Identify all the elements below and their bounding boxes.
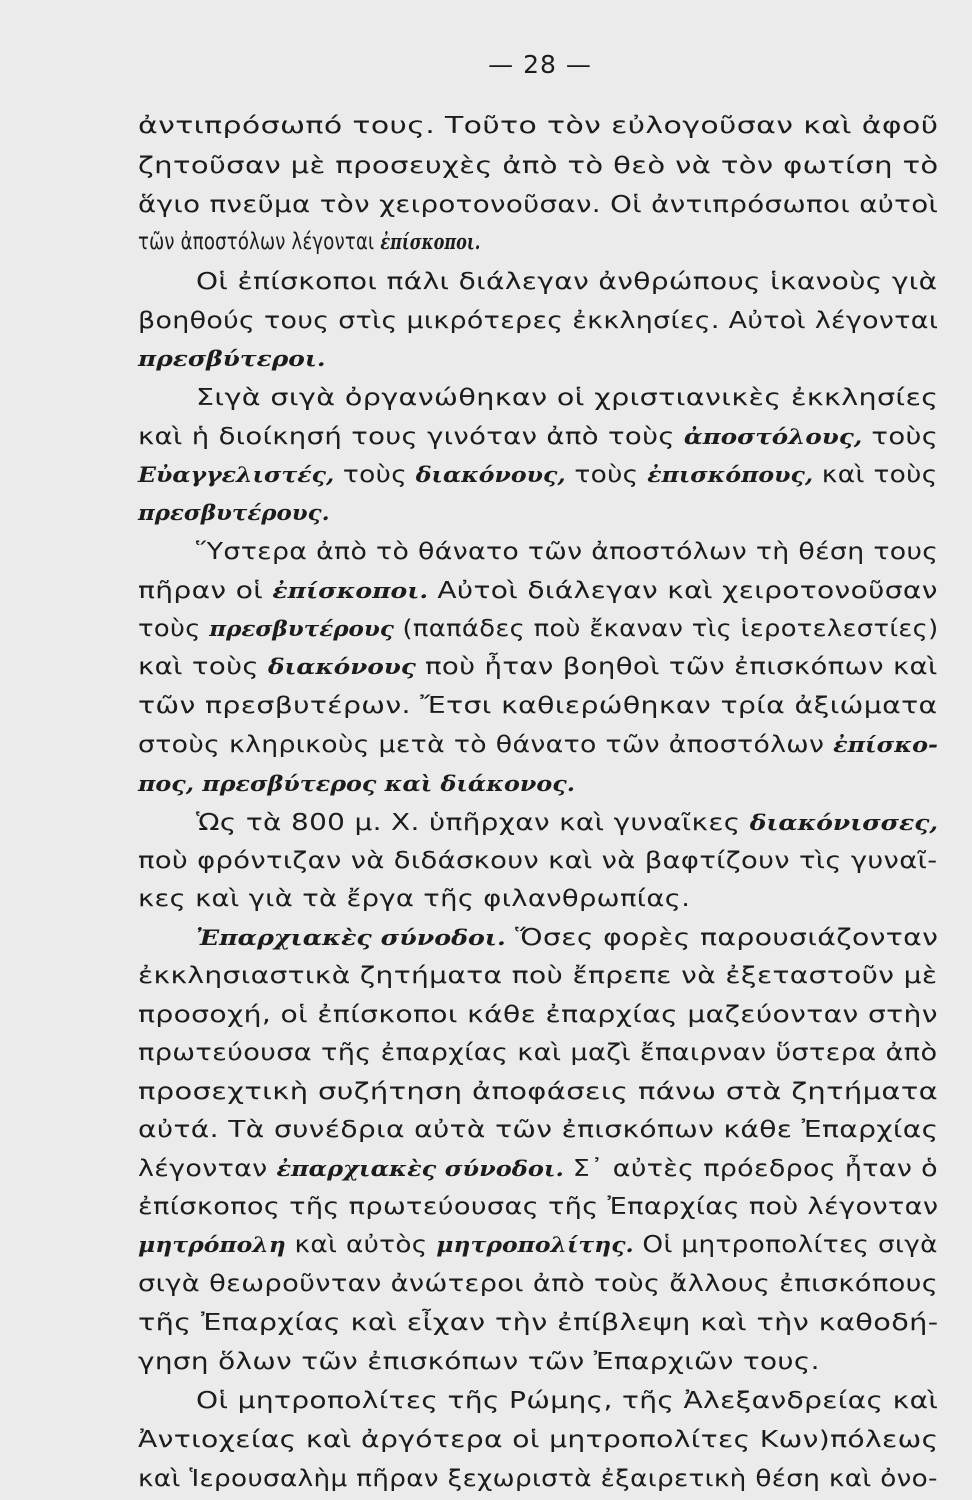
text-line [138, 878, 690, 918]
text-line [138, 570, 938, 610]
text-run: τοὺς [862, 422, 939, 450]
text-run: καὶ αὐτὸς [285, 1230, 437, 1259]
text-run: γηση ὅλων τῶν ἐπισκόπων τῶν Ἐπαρχιῶν τους. [138, 1346, 820, 1375]
text-run: Οἱ μητροπολίτες τῆς Ρώμης, τῆς Ἀλεξανδρείας καὶ [196, 1385, 939, 1414]
emphasis-term: Ἐπαρχιακὲς σύνοδοι. [196, 924, 506, 950]
text-line [138, 221, 480, 261]
text-line [138, 416, 938, 456]
text-run: κες καὶ γιὰ τὰ ἔργα τῆς φιλανθρωπίας. [138, 883, 691, 912]
text-line [138, 955, 937, 995]
emphasis-term: Εὐαγγελιστές, [138, 462, 335, 488]
text-line [138, 646, 938, 686]
text-line [138, 1458, 938, 1498]
emphasis-term: ἀποστόλους, [683, 424, 863, 449]
text-line [138, 1148, 938, 1188]
text-run: τῶν ἀποστόλων λέγονται [138, 227, 381, 256]
emphasis-term: διακόνους, [415, 462, 566, 488]
text-run: καὶ ἡ διοίκησή τους γινόταν ἀπὸ τοὺς [138, 422, 684, 450]
text-line [196, 377, 938, 417]
emphasis-term: ἐπίσκοποι. [380, 229, 481, 255]
text-line [138, 184, 938, 224]
text-run: Οἱ ἐπίσκοποι πάλι διάλεγαν ἀνθρώπους ἱκανοὺς γιὰ [196, 266, 938, 295]
text-line [138, 300, 938, 340]
text-line [138, 608, 939, 648]
text-line [138, 685, 938, 725]
text-run: τοὺς [565, 460, 648, 489]
text-line [138, 338, 326, 378]
emphasis-term: διακόνισσες, [749, 810, 939, 836]
emphasis-term: ἐπισκόπους, [647, 462, 814, 488]
text-run: ποὺ φρόντιζαν νὰ διδάσκουν καὶ νὰ βαφτίζουν τὶς γυναῖ- [138, 845, 938, 874]
emphasis-term: ἐπίσκοποι. [272, 577, 429, 603]
text-line [138, 1302, 938, 1342]
text-run: ἐκκλησιαστικὰ ζητήματα ποὺ ἔπρεπε νὰ ἐξεταστοῦν μὲ [138, 961, 938, 990]
text-line [138, 763, 575, 803]
text-run: σιγὰ θεωροῦνταν ἀνώτεροι ἀπὸ τοὺς ἄλλους ἐπισκόπους [138, 1269, 939, 1298]
text-run: αὐτά. Τὰ συνέδρια αὐτὰ τῶν ἐπισκόπων κάθε Ἐπαρχίας [138, 1114, 939, 1143]
text-run: καὶ Ἱερουσαλὴμ πῆραν ξεχωριστὰ ἐξαιρετικὴ θέση καὶ ὀνο- [138, 1464, 938, 1492]
text-run: πρωτεύουσα τῆς ἐπαρχίας καὶ μαζὶ ἔπαιρναν ὕστερα ἀπὸ [138, 1037, 938, 1066]
text-line [138, 1263, 938, 1303]
emphasis-term: πρεσβύτεροι. [138, 345, 326, 371]
text-run: Ὡς τὰ 800 μ. Χ. ὑπῆρχαν καὶ γυναῖκες [196, 808, 750, 837]
text-run: τῶν πρεσβυτέρων. Ἔτσι καθιερώθηκαν τρία ἀξιώματα [138, 691, 938, 720]
emphasis-term: μητρόπολη [138, 1232, 286, 1258]
text-line [138, 840, 937, 880]
text-run: προσοχή, οἱ ἐπίσκοποι κάθε ἐπαρχίας μαζεύονταν στὴν [138, 1000, 938, 1029]
text-run: Ἀντιοχείας καὶ ἀργότερα οἱ μητροπολίτες Κων)πόλεως [138, 1424, 939, 1453]
text-line [138, 1341, 820, 1381]
emphasis-term: πος, πρεσβύτερος καὶ διάκονος. [138, 771, 575, 797]
text-line [138, 1071, 938, 1111]
text-run: ποὺ ἦταν βοηθοὶ τῶν ἐπισκόπων καὶ [415, 652, 938, 680]
emphasis-term: μητροπολίτης. [436, 1232, 634, 1258]
text-line [196, 531, 938, 571]
text-run: πῆραν οἱ [138, 575, 273, 604]
text-line [138, 1109, 939, 1149]
emphasis-term: διακόνους [268, 654, 416, 679]
text-line [196, 261, 937, 301]
text-run: ζητοῦσαν μὲ προσευχὲς ἀπὸ τὸ θεὸ νὰ τὸν φωτίση τὸ [138, 151, 939, 180]
text-line [196, 802, 938, 842]
text-line [138, 1186, 938, 1226]
text-run: βοηθούς τους στὶς μικρότερες ἐκκλησίες. Αὐτοὶ λέγονται [138, 305, 939, 334]
text-run: Ὕστερα ἀπὸ τὸ θάνατο τῶν ἀποστόλων τὴ θέση τους [196, 537, 939, 566]
emphasis-term: ἐπαρχιακὲς σύνοδοι. [276, 1155, 564, 1181]
text-run: καὶ τοὺς [138, 652, 269, 680]
text-line [138, 454, 938, 494]
text-line [138, 1032, 937, 1072]
text-line [138, 105, 938, 145]
text-run: ἅγιο πνεῦμα τὸν χειροτονοῦσαν. Οἱ ἀντιπρόσωποι αὐτοὶ [138, 190, 939, 219]
text-run: ἀντιπρόσωπό τους. Τοῦτο τὸν εὐλογοῦσαν καὶ ἀφοῦ [138, 111, 939, 139]
text-run: τοὺς [334, 460, 416, 489]
text-run: προσεχτικὴ συζήτηση ἀποφάσεις πάνω στὰ ζητήματα [138, 1076, 939, 1105]
text-run: λέγονταν [138, 1153, 277, 1182]
text-run: Αὐτοὶ διάλεγαν καὶ χειροτονοῦσαν [428, 575, 938, 604]
page-number: — 28 — [488, 50, 592, 79]
text-run: στοὺς κληρικοὺς μετὰ τὸ θάνατο τῶν ἀποστόλων [138, 730, 834, 759]
text-run: τοὺς [138, 613, 210, 642]
emphasis-term: ἐπίσκο- [833, 732, 938, 758]
text-line [138, 145, 939, 185]
emphasis-term: πρεσβυτέρους [209, 615, 394, 641]
text-run: ἐπίσκοπος τῆς πρωτεύουσας τῆς Ἐπαρχίας ποὺ λέγονταν [138, 1192, 939, 1221]
text-run: καὶ τοὺς [813, 460, 938, 489]
text-run: (παπάδες ποὺ ἔκαναν τὶς ἱεροτελεστίες) [393, 613, 939, 642]
text-line [196, 1380, 938, 1420]
text-run: τῆς Ἐπαρχίας καὶ εἶχαν τὴν ἐπίβλεψη καὶ τὴν καθοδή- [138, 1307, 939, 1336]
text-line [138, 724, 938, 764]
text-line [138, 994, 938, 1034]
text-line [138, 492, 330, 532]
text-run: Σιγὰ σιγὰ ὀργανώθηκαν οἱ χριστιανικὲς ἐκκλησίες [196, 382, 939, 411]
emphasis-term: πρεσβυτέρους. [138, 500, 330, 526]
text-line [138, 1224, 938, 1264]
text-line [196, 917, 938, 957]
text-run: Οἱ μητροπολίτες σιγὰ [633, 1230, 938, 1259]
text-run: Ὅσες φορὲς παρουσιάζονταν [505, 922, 939, 951]
text-line [138, 1419, 939, 1459]
text-run: Σ᾽ αὐτὲς πρόεδρος ἦταν ὁ [563, 1153, 938, 1182]
